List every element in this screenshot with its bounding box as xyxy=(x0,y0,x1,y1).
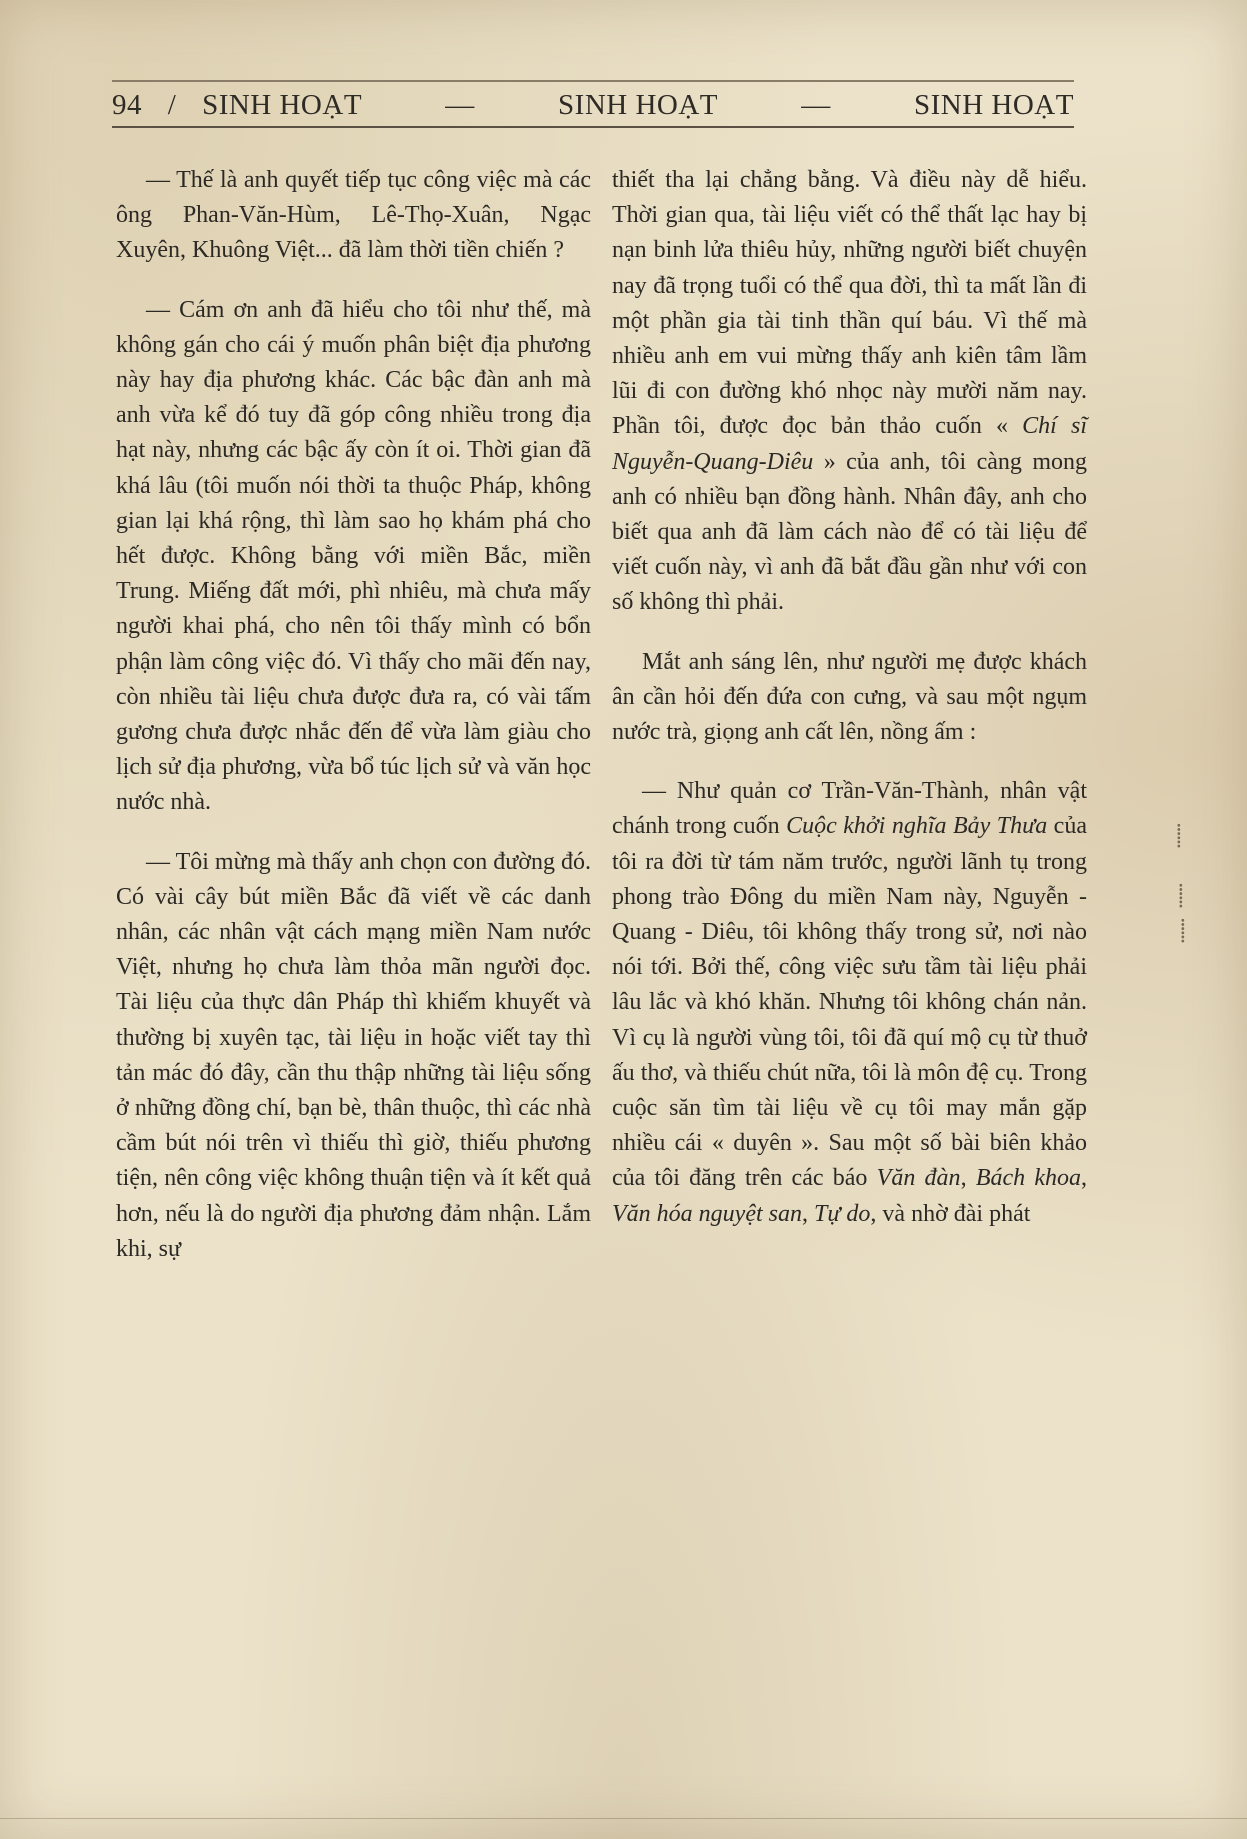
left-paragraph-1: — Thế là anh quyết tiếp tục công việc mà các ông Phan-Văn-Hùm, Lê-Thọ-Xuân, Ngạc Xuyên, Khuông Việt... đã làm thời tiền chiến ? xyxy=(116,167,591,264)
head-separator: / xyxy=(167,89,177,121)
publication-bach-khoa: Bách khoa xyxy=(975,1165,1082,1192)
book-title-chi-si: Chí sĩ Nguyễn-Quang-Diêu xyxy=(612,413,1088,475)
publication-tu-do: Tự do xyxy=(813,1200,871,1227)
page-number: 94 xyxy=(112,89,142,121)
left-paragraph-3: — Tôi mừng mà thấy anh chọn con đường đó. Có vài cây bút miền Bắc đã viết về các danh nhân, các nhân vật cách mạng miền Nam nước Việt, nhưng họ chưa làm thỏa mãn người đọc. Tài liệu của thực dân Pháp thì khiếm khuyết và thường bị xuyên tạc, tài liệu in hoặc viết tay thì tản mác đó đây, cần thu thập những tài liệu sống ở những đồng chí, bạn bè, thân thuộc, thì các nhà cầm bút nói trên vì thiếu thì giờ, thiếu phương tiện, nên công việc không thuận tiện và ít kết quả hơn, nếu là do người địa phương đảm nhận. Lắm khi, sự xyxy=(116,848,591,1262)
head-dash-1: — xyxy=(445,89,475,121)
running-head xyxy=(112,80,1074,128)
page-edge-line xyxy=(0,1818,1247,1819)
head-dash-2: — xyxy=(801,89,831,121)
publication-van-dan: Văn đàn xyxy=(876,1165,961,1192)
left-column xyxy=(116,163,591,1291)
right-column xyxy=(612,163,1087,1256)
right-p1-text-b: » của anh, tôi càng mong anh có nhiều bạn đồng hành. Nhân đây, anh cho biết qua anh đã làm cách nào để có tài liệu để viết cuốn này, vì anh đã bắt đầu gần như với con số không thì phải. xyxy=(612,448,1087,616)
publication-van-hoa-nguyet-san: Văn hóa nguyệt san xyxy=(612,1200,802,1227)
pub-separator-3: , xyxy=(801,1200,814,1227)
right-p1-text-a: thiết tha lại chẳng bằng. Và điều này dễ hiểu. Thời gian qua, tài liệu viết có thể thất lạc hay bị nạn binh lửa thiêu hủy, những người biết chuyện nay đã trọng tuổi có thể qua đời, thì ta mất lần đi một phần gia tài tinh thần quí báu. Vì thế mà nhiều anh em vui mừng thấy anh kiên tâm lầm lũi đi con đường khó nhọc này mười năm nay. Phần tôi, được đọc bản thảo cuốn « xyxy=(612,167,1087,440)
section-title-1: SINH HOẠT xyxy=(202,89,363,121)
pub-separator-2: , xyxy=(1081,1165,1088,1192)
margin-stain-mark: ⸽ xyxy=(1176,824,1182,849)
margin-stain-mark: ⸽ xyxy=(1180,919,1186,944)
section-title-2: SINH HOẠT xyxy=(558,89,718,121)
left-paragraph-2: — Cám ơn anh đã hiểu cho tôi như thế, mà không gán cho cái ý muốn phân biệt địa phương này hay địa phương khác. Các bậc đàn anh mà anh vừa kể đó tuy đã góp công nhiều trong địa hạt này, nhưng các bậc ấy còn ít oi. Thời gian đã khá lâu (tôi muốn nói thời ta thuộc Pháp, không gian lại khá rộng, thì làm sao họ khám phá cho hết được. Không bằng với miền Bắc, miền Trung. Miếng đất mới, phì nhiêu, mà chưa mấy người khai phá, cho nên tôi thấy mình có bổn phận làm công việc đó. Vì thấy cho mãi đến nay, còn nhiều tài liệu chưa được đưa ra, có vài tấm gương chưa được nhắc đến để vừa làm giàu cho lịch sử địa phương, vừa bổ túc lịch sử và văn học nước nhà. xyxy=(116,296,591,816)
right-p3-text-b: của tôi ra đời từ tám năm trước, người lãnh tụ trong phong trào Đông du miền Nam này, Nguyễn - Quang - Diêu, tôi không thấy trong sử, nơi nào nói tới. Bởi thế, công việc sưu tầm tài liệu phải lâu lắc và khó khăn. Nhưng tôi không chán nản. Vì cụ là người vùng tôi, tôi đã quí mộ cụ từ thuở ấu thơ, và thiếu chút nữa, tôi là môn đệ cụ. Trong cuộc săn tìm tài liệu về cụ tôi may mắn gặp nhiều cái « duyên ». Sau một số bài biên khảo của tôi đăng trên các báo xyxy=(612,813,1087,1192)
page-number-group xyxy=(112,89,362,122)
book-title-bay-thua: Cuộc khởi nghĩa Bảy Thưa xyxy=(786,813,1048,840)
right-paragraph-3 xyxy=(612,774,1087,1232)
right-paragraph-2: Mắt anh sáng lên, như người mẹ được khách ân cần hỏi đến đứa con cưng, và sau một ngụm nước trà, giọng anh cất lên, nồng ấm : xyxy=(612,648,1087,746)
pub-separator-1: , xyxy=(960,1165,976,1192)
right-p3-text-a: — Như quản cơ Trần-Văn-Thành, nhân vật chánh trong cuốn xyxy=(612,778,1087,840)
margin-stain-mark: ⸽ xyxy=(1178,884,1184,909)
section-title-3: SINH HOẠT xyxy=(914,89,1074,121)
right-p3-text-c: , và nhờ đài phát xyxy=(870,1200,1031,1227)
right-paragraph-1 xyxy=(612,163,1087,621)
